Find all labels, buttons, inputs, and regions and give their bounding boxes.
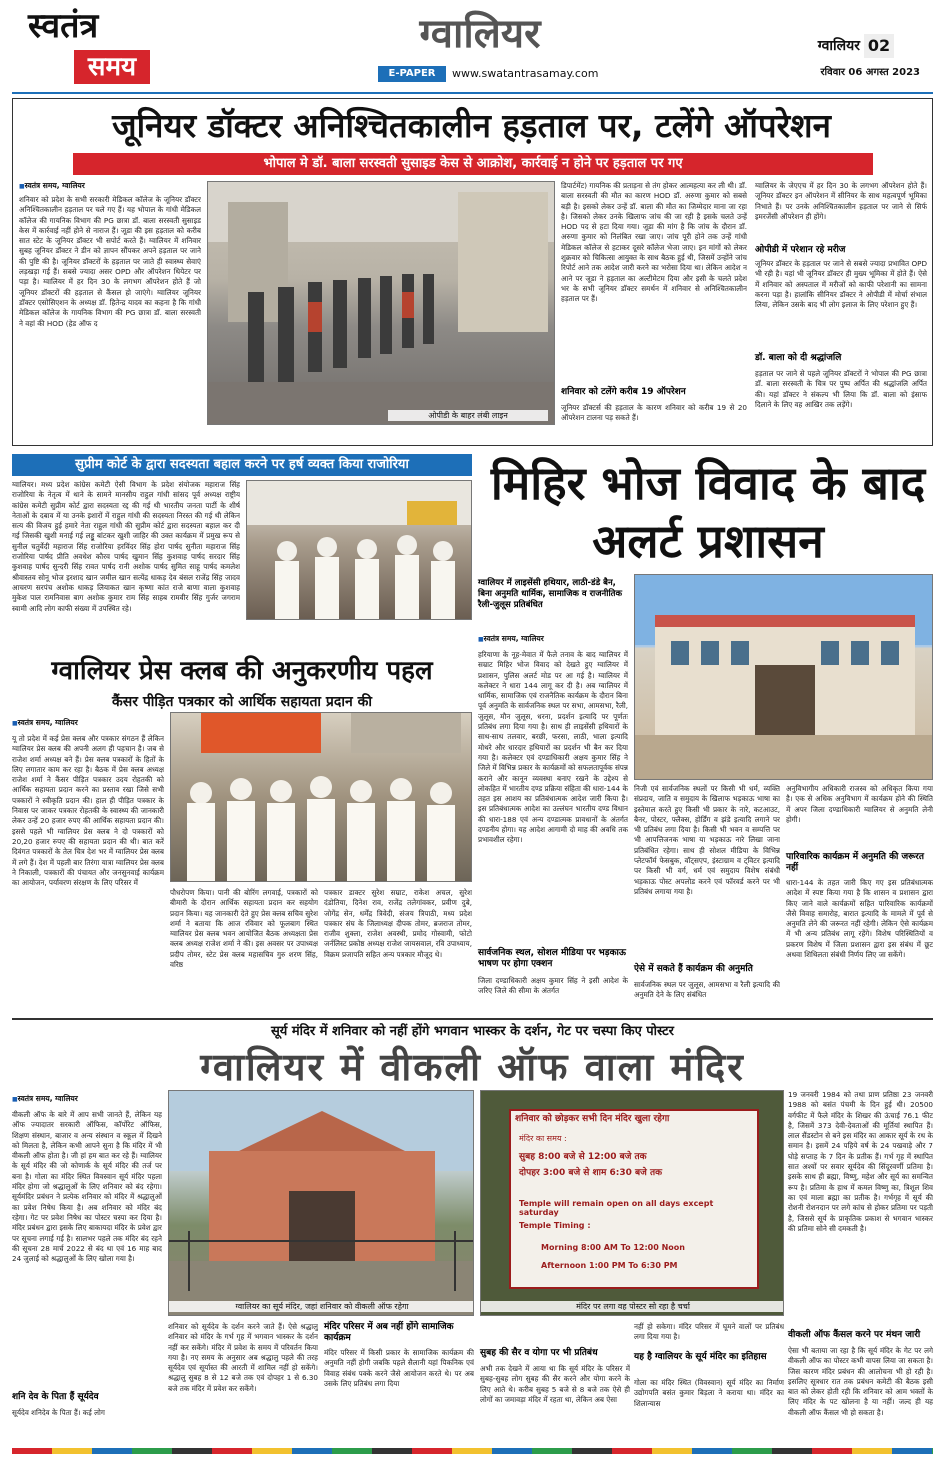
subhead-hate-speech-text: जिला दण्डाधिकारी अक्षय कुमार सिंह ने इसी आदेश के जरिए जिले की सीमा के अंतर्गत	[478, 976, 628, 996]
photo-sun-temple	[168, 1090, 474, 1316]
story-text-col2: निजी एवं सार्वजनिक स्थलों पर किसी भी धर्म, व्यक्ति संप्रदाय, जाति व समुदाय के खिलाफ भड़काऊ भाषा का इस्तेमाल करते हुए किसी भी प्रकार के नारे, कटआउट, बैनर, पोस्टर, फ्लैक्स, होर्डिंग व झंडे इत्यादि लगाने पर भी प्रतिबंध लगा दिया है। किसी भी भवन व सम्पत्ति पर भी आपत्तिजनक भाषा या भड़काऊ नारे लिखा जाना प्रतिबंधित रहेगा। साथ ही सोशल मीडिया के विभिन्न प्लेटफॉर्म फेसबुक, वॉट्सएप, इंस्टाग्राम व ट्विटर इत्यादि पर किसी भी वर्ग, धर्म एवं समुदाय विशेष संबंधी भड़काऊ पोस्ट अपलोड करने एवं फॉरवर्ड करने पर भी प्रतिबंध लगाया गया है।	[634, 784, 780, 896]
subhead-no-social-events: मंदिर परिसर में अब नहीं होंगे सामाजिक कार्यक्रम	[324, 1322, 454, 1343]
headline: जूनियर डॉक्टर अनिश्चितकालीन हड़ताल पर, टलेंगे ऑपरेशन	[112, 106, 831, 145]
story-rajoria	[12, 454, 472, 650]
kicker: ग्वालियर में लाइसेंसी हथियार, लाठी-डंडे बैन, बिना अनुमति धार्मिक, सामाजिक व राजनीतिक रैली-जुलूस प्रतिबंधित	[478, 578, 623, 610]
subhead-hate-speech: सार्वजनिक स्थल, सोशल मीडिया पर भड़काऊ भाषण पर होगा एक्शन	[478, 948, 626, 969]
strap: भोपाल मे डॉ. बाला सरस्वती सुसाइड केस से आक्रोश, कार्रवाई न होने पर हड़ताल पर गए	[73, 153, 873, 175]
subhead-family-events-text: धारा-144 के तहत जारी किए गए इस प्रतिबंधात्मक आदेश में स्पष्ट किया गया है कि शासन व प्रशासन द्वारा किए जाने वाले कार्यक्रमों सहित पारिवारिक कार्यक्रमों जैसे विवाह समारोह, बारात इत्यादि के मामले में पूर्व से अनुमति लेने की जरूरत नहीं रहेगी। लेकिन ऐसे कार्यक्रम में भी अन्य प्रतिबंध लागू रहेंगे। विशेष परिस्थितियों व प्रकरण विशेष में जिला प्रशासन द्वारा इस संबंध में छूट अथवा शिथिलता संबंधी निर्णय लिए जा सकेंगे।	[786, 878, 933, 960]
kicker: सूर्य मंदिर में शनिवार को नहीं होंगे भगवान भास्कर के दर्शन, गेट पर चस्पा किए पोस्टर	[271, 1024, 674, 1039]
story-text-col3: पत्रकार डाक्टर सुरेश सम्राट, राकेश अचल, सुरेश दंडोतिया, दिनेश राव, राजेंद्र तलेगांवकर, प्रवीण दुबे, जोगेंद्र सेन, धर्मेंद्र त्रिवेदी, संजय त्रिपाठी, मध्य प्रदेश पत्रकार संघ के जिलाध्यक्ष दीपक तोमर, ब्रजराज तोमर, राजीव शुक्ला, राजेश अवस्थी, प्रमोद गोस्वामी, फोटो जर्नलिस्ट प्रकोष्ठ अध्यक्ष राजेश जायसवाल, रवि उपाध्याय, विक्रम प्रजापति सहित अन्य पत्रकार मौजूद थे।	[324, 888, 472, 959]
meeting-illustration	[171, 713, 472, 882]
collectorate-illustration	[635, 575, 933, 780]
masthead	[0, 0, 945, 92]
subhead-temple-history-text: गोला का मंदिर स्थित (विवस्वान) सूर्य मंदिर का निर्माण उद्योगपति बसंत कुमार बिड़ला ने कराया था। मंदिर का शिलान्यास	[634, 1378, 784, 1408]
poster-english-2: Temple Timing :	[519, 1221, 591, 1230]
story-text-col4: नहीं हो सकेगा। मंदिर परिसर में घूमने वालों पर प्रतिबंध लगा दिया गया है।	[634, 1322, 784, 1342]
story-text-col5: 19 जनवरी 1984 को तथा प्राण प्रतिष्ठा 23 जनवरी 1988 को बसंत पंचमी के दिन हुई थी। 20500 वर्गफीट में फैले मंदिर के शिखर की ऊंचाई 76.1 फीट है, जिसमें 373 देवी-देवताओं की मूर्तियां स्थापित हैं। लाल सैंडस्टोन से बने इस मंदिर का आकार सूर्य के रथ के समान है। इसमें 24 पहिये वर्ष के 24 पखवाड़े और 7 घोड़े सप्ताह के 7 दिन के प्रतीक हैं। गर्भ गृह में स्थापित सात अश्वों पर सवार सूर्यदेव की सिंदूरवर्णी प्रतिमा है। इसके साथ ही ब्रह्मा, विष्णु, महेश और सूर्य का समन्वित रूप है। प्रतिमा के हाथ में कमल विष्णु का, त्रिशूल शिव का एवं माला ब्रह्मा का प्रतीक है। गर्भगृह में सूर्य की रोशनी रोशनदान पर लगे कांच से होकर प्रतिमा पर पड़ती है, जिससे सूर्य के प्राकृतिक प्रकाश से भगवान भास्कर की प्रतिमा सोने सी दमकती है।	[788, 1090, 933, 1233]
poster	[509, 1109, 759, 1289]
website-link[interactable]: www.swatantrasamay.com	[452, 67, 599, 80]
story-text: ग्वालियर। मध्य प्रदेश कांग्रेस कमेटी ऐसी विभाग के प्रदेश संयोजक महाराज सिंह राजोरिया के नेतृत्व में थाने के सामने मानसीय राहुल गांधी सांसद पूर्व अध्यक्ष राष्ट्रीय कांग्रेस कमेटी सुप्रीम कोर्ट द्वारा सदस्यता रद्द की गई थी भारतीय जनता पार्टी के शीर्ष नेताओं के दबाव में या उनके इशारों में राहुल गांधी की सदस्यता निरस्त की गई थी लेकिन सत्य की विजय हुई हमारे नेता राहुल गांधी की सुप्रीम कोर्ट द्वारा सदस्यता बहाल कर दी गई जिसकी खुशी मनाई गई लड्डू बांटकर खुशी जाहिर की उक्त कार्यक्रम में प्रमुख रूप से सुनील चतुर्वेदी महाराज सिंह राजोरिया हरविंदर सिंह होरा पार्षद सुनीता महाराज सिंह राजोरिया पार्षद प्रीति अवधेश कौरव पार्षद खुमान सिंह कुशवाह पार्षद सरदार सिंह कुशवाह पार्षद सुन्दरी सिंह रावत पार्षद रानी अशोक पार्षद सुमित साहू पार्षद कमलेश श्रीवास्तव सोनू भोज इरशाद खान जमील खान सत्येंद्र धाकड़ देव बंसल राजेंद्र सिंह जादव आचरण सरपंच अशोक धाकड़ लियाकत खान कृष्णा कांत राजे बाणा वाला कुशवाह मुकेश पाल रामनिवास बाग अशोक कुमार राम सिंह साहब रामवीर सिंह गुर्जर जगराम स्वामी आदि लोग काफी संख्या में उपस्थित रहे।	[12, 480, 240, 613]
story-text-col1: हरियाणा के नूह-मेवात में फैले तनाव के बाद ग्वालियर में सम्राट मिहिर भोज विवाद को देखते हुए ग्वालियर में प्रशासन, पुलिस अलर्ट मोड पर आ गई है। ग्वालियर में कलेक्टर ने धारा 144 लागू कर दी है। अब ग्वालियर में धार्मिक, सामाजिक एवं राजनैतिक कार्यक्रम के दौरान बिना पूर्व अनुमति के सार्वजनिक स्थल पर सभा, आमसभा, रैली, जुलूस, मौन जुलूस, धरना, प्रदर्शन इत्यादि पर पूर्णतः प्रतिबंध लगा दिया गया है। साथ ही लाइसेंसी हथियारों के साथ-साथ तलवार, बरछी, फरसा, लाठी, भाला इत्यादि मोथरे और धारदार हथियारों का प्रदर्शन भी बैन कर दिया गया है। कलेक्टर एवं दण्डाधिकारी अक्षय कुमार सिंह ने जिले में विभिन्न प्रकार के कार्यक्रमों को सफलतापूर्वक संपन्न कराने और कानून व्यवस्था बनाए रखने के उद्देश्य से लोकहित में भारतीय दण्ड प्रक्रिया संहिता की धारा-144 के तहत इस आशय का प्रतिबंधात्मक आदेश जारी किया है। इस प्रतिबंधात्मक आदेश का उल्लंघन भारतीय दण्ड विधान की धारा-188 एवं अन्य दण्डात्मक प्रावधानों के अंतर्गत दण्डनीय होगा। यह आदेश आगामी दो माह की अवधि तक प्रभावशील रहेगा।	[478, 650, 628, 845]
photo-temple-poster	[480, 1090, 784, 1316]
byline: ■ स्वतंत्र समय, ग्वालियर	[12, 1094, 162, 1104]
subhead-19-operations-text: जूनियर डॉक्टर्स की हड़ताल के कारण शनिवार को करीब 19 से 20 ऑपरेशन टालना पड़ सकते हैं।	[561, 403, 747, 423]
byline: ■ स्वतंत्र समय, ग्वालियर	[19, 181, 199, 191]
photo-celebration	[246, 480, 472, 620]
poster-line-1: मंदिर का समय :	[519, 1134, 567, 1143]
headline: सुप्रीम कोर्ट के द्वारा सदस्यता बहाल करने पर हर्ष व्यक्त किया राजोरिया	[12, 454, 472, 476]
photo-press-club-meeting	[170, 712, 472, 882]
subhead-walk-yoga-ban: सुबह की सैर व योगा पर भी प्रतिबंध	[480, 1348, 598, 1358]
poster-line-2: सुबह 8:00 बजे से 12:00 बजे तक	[519, 1152, 647, 1162]
story-doctor-strike	[12, 98, 933, 446]
page-date: रविवार 06 अगस्त 2023	[820, 67, 920, 78]
poster-english-4: Afternoon 1:00 PM To 6:30 PM	[541, 1261, 678, 1270]
subhead-tribute-text: हड़ताल पर जाने से पहले जूनियर डॉक्टरों ने भोपाल की PG छात्रा डॉ. बाला सरस्वती के चित्र पर पुष्प अर्पित की श्रद्धांजलि अर्पित की। यहां डॉक्टर ने संकल्प भी लिया कि डॉ. बाला को इंसाफ दिलाने के लिए वह आखिर तक लड़ेंगे।	[755, 369, 927, 409]
temple-gate-illustration	[169, 1091, 474, 1316]
headline: मिहिर भोज विवाद के बाद अलर्ट प्रशासन	[490, 456, 926, 568]
story-press-club	[12, 652, 472, 1014]
photo-opd-queue	[207, 181, 555, 425]
celebration-illustration	[247, 481, 472, 620]
page-number: 02	[864, 34, 894, 58]
poster-english-3: Morning 8:00 AM To 12:00 Noon	[541, 1243, 685, 1252]
photo-caption: ओपीडी के बाहर लंबी लाइन	[388, 410, 548, 421]
subhead-shani-father-text: सूर्यदेव शनिदेव के पिता हैं। कई लोग	[12, 1408, 105, 1417]
poster-line-3: दोपहर 3:00 बजे से शाम 6:30 बजे तक	[519, 1168, 662, 1178]
subhead-opd-patients-text: जूनियर डॉक्टर के हड़ताल पर जाने से सबसे ज्यादा प्रभावित OPD भी रही है। यहां भी जूनियर डॉक्टर ही मुख्य भूमिका में होते हैं। ऐसे में शनिवार को अस्पताल में मरीजों को काफी परेशानी का सामना करना पड़ा है। हालांकि सीनियर डॉक्टर ने ओपीडी में मोर्चा संभाल लिया, लेकिन उसके बाद भी लोग इलाज के लिए परेशान हुए हैं।	[755, 259, 927, 310]
opd-crowd-illustration	[208, 182, 555, 425]
story-text-col2: पौधरोपण किया। पानी की बोरिंग लगवाई, पत्रकारों को बीमारी के दौरान आर्थिक सहायता प्रदान कर सहयोग प्रदान किया। यह जानकारी देते हुए प्रेस क्लब सचिव सुरेश शर्मा ने बताया कि आज रविवार को फूलबाग स्थित ग्वालियर प्रेस क्लब भवन आयोजित बैठक अध्यक्षता प्रेस क्लब अध्यक्ष राजेश शर्मा ने की। इस अवसर पर उपाध्यक्ष प्रदीप तोमर, स्टेट प्रेस क्लब महासचिव गुरु शरण सिंह, वरिष्ठ	[170, 888, 318, 970]
story-text-col3: अनुविभागीय अधिकारी राजस्व को अधिकृत किया गया है। एक से अधिक अनुविभाग में कार्यक्रम होने की स्थिति में अपर जिला दण्डाधिकारी ग्वालियर से अनुमति लेनी होगी।	[786, 784, 933, 824]
page-city: ग्वालियर	[817, 38, 860, 54]
story-text-col1: यू तो प्रदेश में कई प्रेस क्लब और पत्रकार संगठन हैं लेकिन ग्वालियर प्रेस क्लब की अपनी अलग ही पहचान है। जब से राजेश शर्मा अध्यक्ष बने हैं। प्रेस क्लब पत्रकारों के हितों के लिए लगातार काम कर रहा है। बैठक में प्रेस क्लब अध्यक्ष राजेश शर्मा ने कैंसर पीड़ित पत्रकार उदय रोहतकी को आर्थिक सहायता प्रदान करने का प्रस्ताव रखा जिसे सभी पत्रकारों ने स्वीकृति प्रदान की। हाल ही पीड़ित पत्रकार के निवास पर जाकर पत्रकार रोहतकी के स्वास्थ्य की जानकारी लेकर उन्हें 20 हजार रुपए की आर्थिक सहायता प्रदान की। इससे पहले भी ग्वालियर प्रेस क्लब ने दो पत्रकारों को 20,20 हजार रुपए की सहायता प्रदान की थी। बात करें दिवंगत पत्रकारों के तेल चित्र देश भर में ग्वालियर प्रेस क्लब में लगे हैं। देश में पहली बार तिरंगा यात्रा ग्वालियर प्रेस क्लब ने निकाली, पत्रकारों की पंचायत और जनसुनवाई कार्यक्रम का आयोजन, पर्यावरण संरक्षण के लिए परिसर में	[12, 734, 164, 888]
story-sun-temple	[12, 1022, 933, 1442]
story-text-col2: शनिवार को सूर्यदेव के दर्शन करने जाते हैं। ऐसे श्रद्धालु शनिवार को मंदिर के गर्भ गृह में भगवान भास्कर के दर्शन नहीं कर सकेंगे। मंदिर में प्रवेश के समय में परिवर्तन किया गया है। नए समय के अनुसार अब श्रद्धालु पहले की तरह सूर्यदेव एवं सूर्यास्त की आरती में शामिल नहीं हो सकेंगे। श्रद्धालु सुबह 8 से 12 बजे तक एवं दोपहर 1 से 6.30 बजे तक मंदिर में प्रवेश कर सकेंगे।	[168, 1322, 318, 1393]
logo	[28, 6, 152, 86]
story-text-col4: ग्वालियर के जेएएच में हर दिन 30 के लगभग ऑपरेशन होते हैं। जूनियर डॉक्टर इन ऑपरेशन में सीनियर के साथ महत्वपूर्ण भूमिका निभाते हैं। पर उनके अनिश्चितकालीन हड़ताल पर जाने से सिर्फ इमरजेंसी ऑपरेशन ही होंगे।	[755, 181, 927, 221]
footer-color-bar	[12, 1448, 933, 1454]
subhead-weekly-off-review: वीकली ऑफ कैंसल करने पर मंथन जारी	[788, 1330, 921, 1340]
masthead-rule	[12, 92, 933, 94]
headline: ग्वालियर प्रेस क्लब की अनुकरणीय पहल	[51, 656, 433, 686]
headline: ग्वालियर में वीकली ऑफ वाला मंदिर	[200, 1045, 745, 1089]
story-text-col3: डिपार्टमेंट) गायनिक की प्रताड़ना से तंग होकर आत्महत्या कर ली थी। डॉ. बाला सरस्वती की मौत का कारण HOD डॉ. अरुणा कुमार को सबसे बड़ी है। इसको लेकर उन्हें डॉ. बाला की मौत का जिम्मेदार माना जा रहा है। जिसको लेकर उनके खिलाफ जांच की जा रही है इसके चलते उन्हें HOD पद से हटा दिया गया। जूडा की मांग है कि जांच के दौरान डॉ. अरुणा कुमार को निलंबित रखा जाए। जांच पूरी होने तक उन्हें गांधी मेडिकल कॉलेज से हटाकर दूसरे कॉलेज भेजा जाए। इन मांगों को लेकर शुक्रवार को चिकित्सा आयुक्त के साथ बैठक हुई थी, जिसमें उन्होंने जांच रिपोर्ट आने तक आदेश जारी करने का भरोसा दिया था। लेकिन आदेश न आने पर जूडा ने हड़ताल का अल्टीमेटम दिया और इसी के चलते प्रदेश भर के सभी जूनियर डॉक्टर समर्थन में शनिवार से अनिश्चितकालीन हड़ताल पर हैं।	[561, 181, 747, 304]
poster-english-1: Temple will remain open on all days except saturday	[519, 1199, 714, 1217]
photo-collectorate	[634, 574, 933, 780]
edition-name: ग्वालियर	[419, 11, 541, 57]
epaper-badge: E-PAPER	[378, 66, 446, 82]
subhead-tribute: डॉ. बाला को दी श्रद्धांजलि	[755, 353, 842, 363]
strap: कैंसर पीड़ित पत्रकार को आर्थिक सहायता प्रदान की	[112, 694, 372, 710]
subhead-temple-history: यह है ग्वालियर के सूर्य मंदिर का इतिहास	[634, 1352, 767, 1362]
byline: ■ स्वतंत्र समय, ग्वालियर	[12, 718, 192, 728]
story-text-col1: वीकली ऑफ के बारे में आप सभी जानते हैं, लेकिन यह ऑफ ज्यादातर सरकारी ऑफिस, कॉर्पोरेट ऑफिस, शिक्षण संस्थान, बाजार व अन्य संस्थान व स्कूल में दिखने को मिलता है, लेकिन कभी आपने सुना है कि मंदिर में भी वीकली ऑफ होता है। जी हां हम बात कर रहे हैं। ग्वालियर के सूर्य मंदिर की जो कोणार्क के सूर्य मंदिर की तर्ज पर बना है। गोला का मंदिर स्थित विवस्वान सूर्य मंदिर पहला मंदिर होगा जो श्रद्धालुओं के लिए शनिवार को बंद रहेगा। सूर्यमंदिर प्रबंधन ने प्रत्येक शनिवार को मंदिर में श्रद्धालुओं का प्रवेश निषेध किया है। अब शनिवार को मंदिर बंद रहेगा। गेट पर प्रवेश निषेध का पोस्टर चस्पा कर दिया है। मंदिर प्रबंधन द्वारा इसके लिए बाकायदा मंदिर के प्रवेश द्वार पर सूचना लगाई गई है। सालभर पहले तक मंदिर बंद रहने की सूचना 28 मार्च 2022 से बंद था एवं 16 माह बाद 24 जुलाई को श्रद्धालुओं के लिए खोला गया है।	[12, 1110, 162, 1264]
poster-title: शनिवार को छोड़कर सभी दिन मंदिर खुला रहेगा	[515, 1114, 670, 1124]
logo-top-text: स्वतंत्र	[28, 6, 99, 46]
story-text-col1: शनिवार को प्रदेश के सभी सरकारी मेडिकल कॉलेज के जूनियर डॉक्टर अनिश्चितकालीन हड़ताल पर चले गए हैं। यह भोपाल के गांधी मेडिकल कॉलेज की गायनिक विभाग की PG छात्रा डॉ. बाला सरस्वती सुसाइड केस में कार्रवाई नहीं होने से नाराज हैं। जूडा की इस हड़ताल को करीब सात स्टेट के जूनियर डॉक्टर भी सपोर्ट करते हैं। ग्वालियर में शनिवार सुबह जूनियर डॉक्टर ने डीन को ज्ञापन सौंपकर अपने हड़ताल पर जाने की पुष्टि की है। जूनियर डॉक्टरों के हड़ताल पर जाते ही स्वास्थ्य सेवाएं लड़खड़ा गई हैं। सबसे ज्यादा असर OPD और ऑपरेशन थियेटर पर पड़ा है। ग्वालियर में हर दिन 30 के लगभग ऑपरेशन होते हैं जो जूनियर डॉक्टरों की हड़ताल से कैंसल हो जाएंगे। ग्वालियर जूनियर डॉक्टर एसोसिएशन के अध्यक्ष डॉ. हितेन्द्र यादव का कहना है कि गांधी मेडिकल कॉलेज के गायनिक विभाग की PG छात्रा डॉ. बाला सरस्वती ने वहां की HOD (हेड ऑफ द	[19, 195, 201, 328]
subhead-opd-patients: ओपीडी में परेशान रहे मरीज	[755, 245, 846, 255]
subhead-shani-father: शनि देव के पिता हैं सूर्यदेव	[12, 1392, 99, 1402]
subhead-walk-yoga-ban-text: अभी तक देखने में आया था कि सूर्य मंदिर के परिसर में सुबह-सुबह लोग सुबह की सैर करने और योगा करने के लिए आते थे। करीब सुबह 5 बजे से 8 बजे तक ऐसे ही लोगों का जमावड़ा मंदिर में रहता था, लेकिन अब ऐसा	[480, 1364, 630, 1404]
subhead-19-operations: शनिवार को टलेंगे करीब 19 ऑपरेशन	[561, 387, 686, 397]
byline: ■ स्वतंत्र समय, ग्वालियर	[478, 634, 628, 644]
section-rule	[12, 1018, 933, 1020]
logo-bottom-badge: समय	[74, 50, 150, 84]
subhead-no-social-events-text: मंदिर परिसर में किसी प्रकार के सामाजिक कार्यक्रम की अनुमति नहीं होगी जबकि पहले सैलानी यहां पिकनिक एवं विवाह संबंध पक्के करने जैसे आयोजन करते थे। पर अब उसके लिए प्रतिबंध लगा दिया	[324, 1348, 474, 1388]
story-mihir-bhoj	[478, 454, 933, 1014]
subhead-event-permission: ऐसे में सकते हैं कार्यक्रम की अनुमति	[634, 964, 753, 974]
photo-caption: ग्वालियर का सूर्य मंदिर, जहां शनिवार को वीकली ऑफ रहेगा	[169, 1301, 474, 1312]
subhead-weekly-off-review-text: ऐसा भी बताया जा रहा है कि सूर्य मंदिर के गेट पर लगे वीकली ऑफ का पोस्टर कभी वापस लिया जा सकता है। जिस कारण मंदिर प्रबंधन की आलोचना भी हो रही है। इसलिए सूत्रधार रात तक प्रबंधन कमेटी की बैठक इसी बात को लेकर होती रही कि शनिवार को आम भक्तों के लिए मंदिर के पट खोलना है या नहीं। जल्द ही यह वीकली ऑफ कैंसल भी हो सकता है।	[788, 1346, 933, 1417]
subhead-event-permission-text: सार्वजनिक स्थल पर जुलूस, आमसभा व रैली इत्यादि की अनुमति देने के लिए संबंधित	[634, 980, 780, 1000]
photo-caption: मंदिर पर लगा वह पोस्टर सो रहा है चर्चा	[481, 1301, 784, 1312]
subhead-family-events: पारिवारिक कार्यक्रम में अनुमति की जरूरत नहीं	[786, 852, 924, 873]
